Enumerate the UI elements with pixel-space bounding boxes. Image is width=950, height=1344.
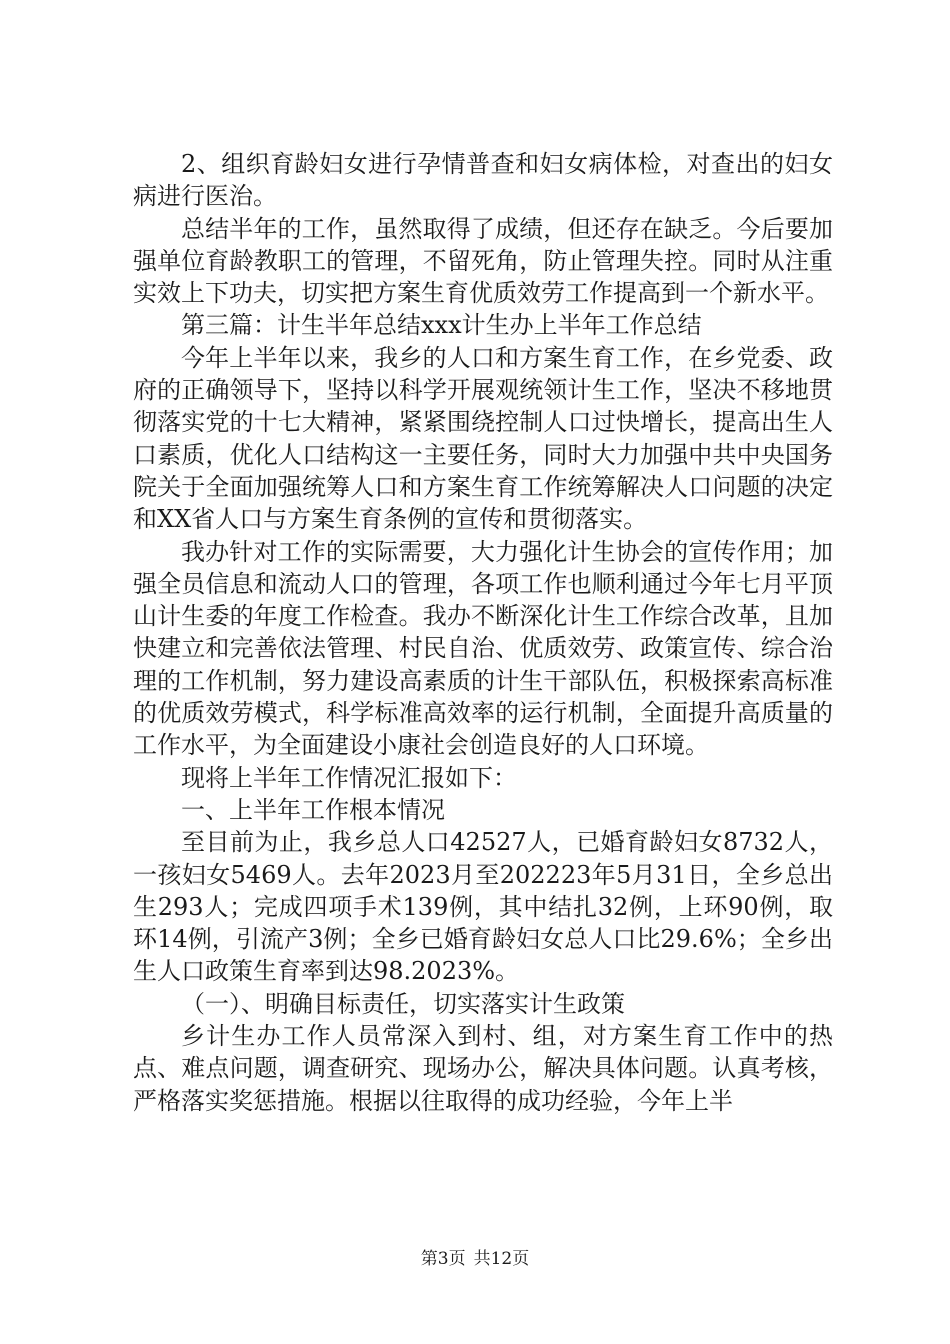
paragraph-item-2-gynecology: 2、组织育龄妇女进行孕情普查和妇女病体检，对查出的妇女病进行医治。 [133,150,833,211]
page-total: 共12页 [473,1249,530,1269]
paragraph-field-work: 乡计生办工作人员常深入到村、组，对方案生育工作中的热点、难点问题，调查研究、现场办公，解决具体问题。认真考核，严格落实奖惩措施。根据以往取得的成功经验，今年上半 [133,1022,833,1115]
subsection-heading-targets: （一）、明确目标责任，切实落实计生政策 [181,989,625,1018]
page-footer [0,1244,950,1269]
paragraph-intro: 今年上半年以来，我乡的人口和方案生育工作，在乡党委、政府的正确领导下，坚持以科学开展观统领计生工作，坚决不移地贯彻落实党的十七大精神，紧紧围绕控制人口过快增长，提高出生人口素质，优化人口结构这一主要任务，同时大力加强中共中央国务院关于全面加强统筹人口和方案生育工作统筹解决人口问题的决定和XX省人口与方案生育条例的宣传和贯彻落实。 [133,343,833,534]
document-body [133,148,833,1117]
paragraph-report-intro: 现将上半年工作情况汇报如下： [181,763,517,792]
paragraph-statistics: 至目前为止，我乡总人口42527人，已婚育龄妇女8732人，一孩妇女5469人。去年2023月至202223年5月31日，全乡总出生293人；完成四项手术139例，其中结扎32例，上环90例，取环14例，引流产3例；全乡已婚育龄妇女总人口比29.6%；全乡出生人口政策生育率到达98.2023%。 [133,828,833,986]
section-heading-part-three: 第三篇：计生半年总结xxx计生办上半年工作总结 [181,311,702,340]
section-heading-basic-situation: 一、上半年工作根本情况 [181,795,445,824]
paragraph-office-work: 我办针对工作的实际需要，大力强化计生协会的宣传作用；加强全员信息和流动人口的管理，各项工作也顺利通过今年七月平顶山计生委的年度工作检查。我办不断深化计生工作综合改革，且加快建立和完善依法管理、村民自治、优质效劳、政策宣传、综合治理的工作机制，努力建设高素质的计生干部队伍，积极探索高标准的优质效劳模式，科学标准高效率的运行机制，全面提升高质量的工作水平，为全面建设小康社会创造良好的人口环境。 [133,537,833,760]
page-number: 第3页 [420,1249,466,1269]
paragraph-summary: 总结半年的工作，虽然取得了成绩，但还存在缺乏。今后要加强单位育龄教职工的管理，不留死角，防止管理失控。同时从注重实效上下功夫，切实把方案生育优质效劳工作提高到一个新水平。 [133,214,833,308]
